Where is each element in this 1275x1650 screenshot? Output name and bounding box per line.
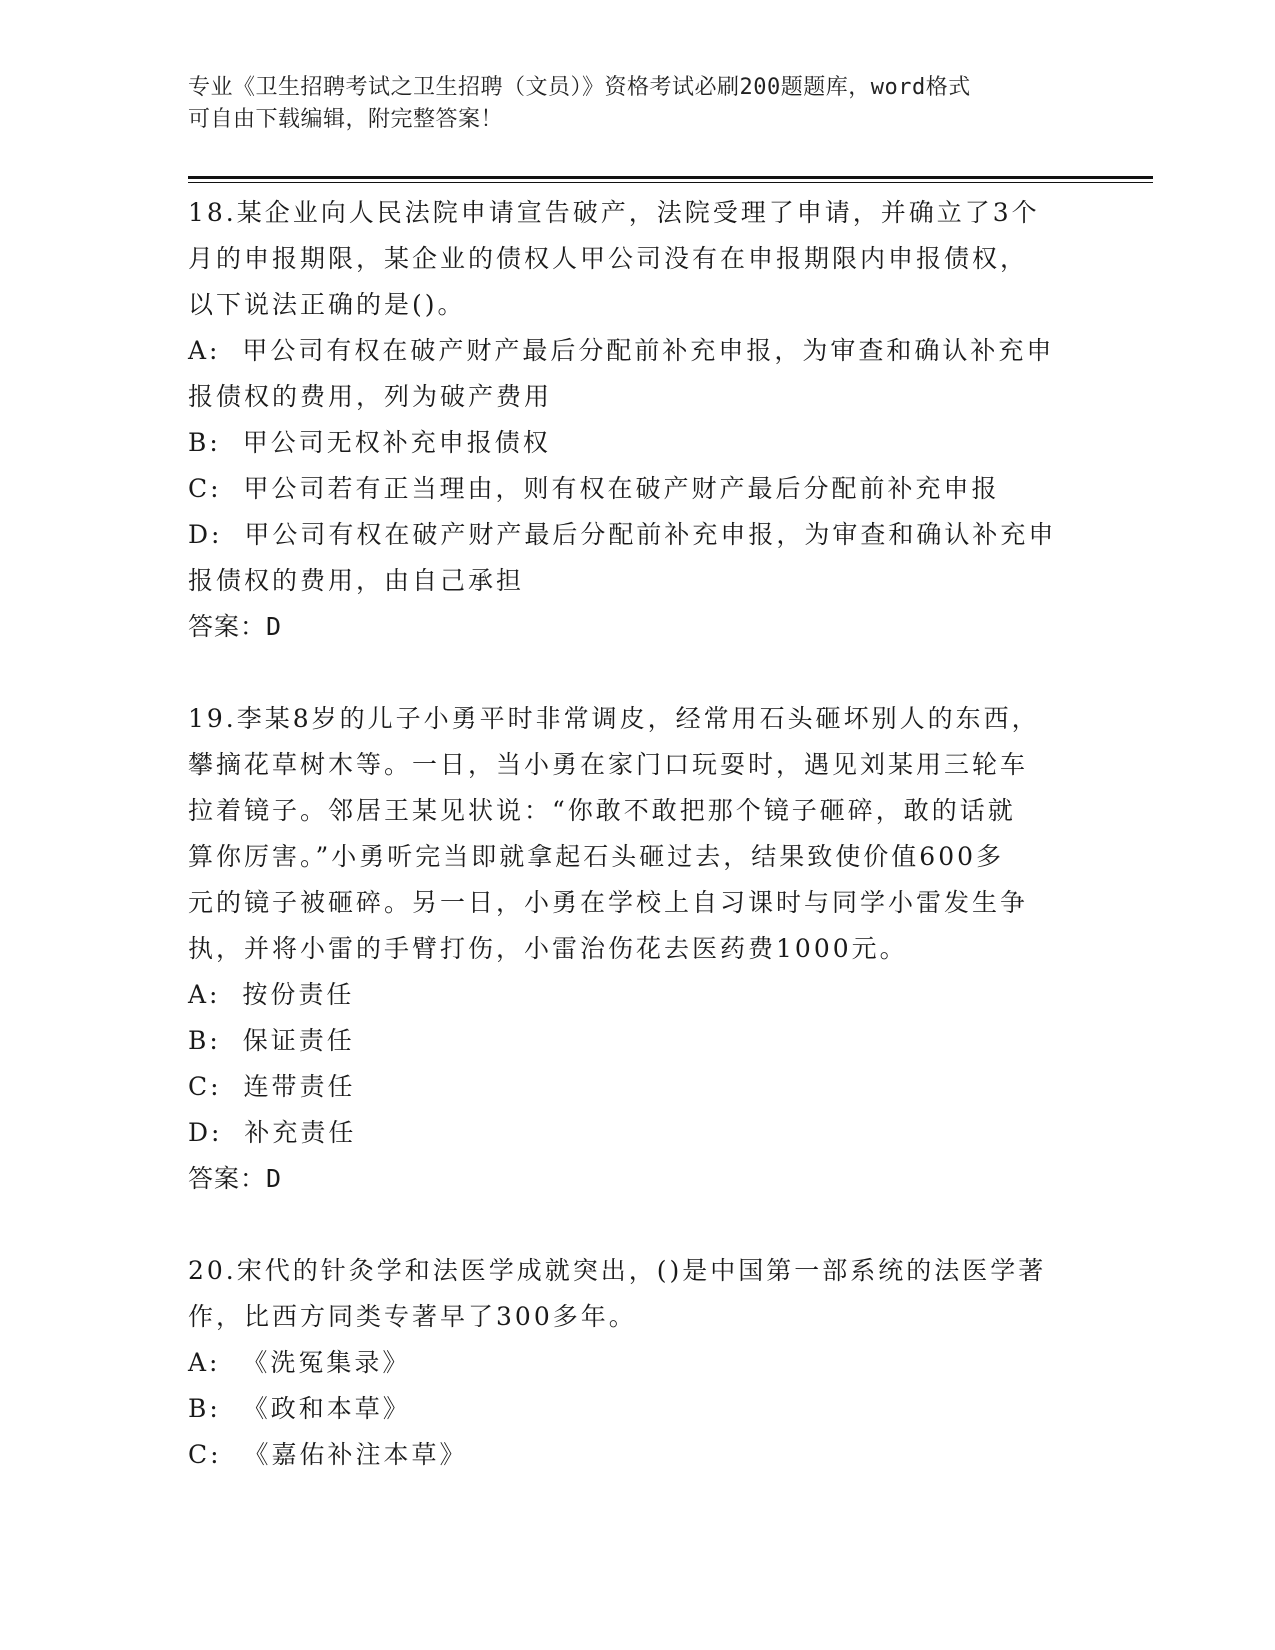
- answer-option-line: A: 《洗冤集录》: [188, 1348, 411, 1377]
- header-line-1: 专业《卫生招聘考试之卫生招聘（文员）》资格考试必刷200题题库，word格式: [188, 75, 971, 100]
- document-header: [188, 72, 1088, 136]
- answer-option-line: C: 甲公司若有正当理由，则有权在破产财产最后分配前补充申报: [188, 474, 1000, 503]
- question-text-line: 元的镜子被砸碎。另一日，小勇在学校上自习课时与同学小雷发生争: [188, 888, 1029, 917]
- question-text-line: 攀摘花草树木等。一日，当小勇在家门口玩耍时，遇见刘某用三轮车: [188, 750, 1029, 779]
- question-list: [188, 190, 1088, 1478]
- question-block: [188, 1248, 1088, 1478]
- question-text-line: 拉着镜子。邻居王某见状说：“你敢不敢把那个镜子砸碎，敢的话就: [188, 796, 1016, 825]
- answer-option-line: B: 甲公司无权补充申报债权: [188, 428, 551, 457]
- answer-key: 答案：D: [188, 1164, 283, 1193]
- question-text-line: 20.宋代的针灸学和法医学成就突出，()是中国第一部系统的法医学著: [188, 1256, 1047, 1285]
- answer-option-line: 报债权的费用，列为破产费用: [188, 382, 553, 411]
- question-text-line: 算你厉害。”小勇听完当即就拿起石头砸过去，结果致使价值600多: [188, 842, 1005, 871]
- answer-option-line: B: 《政和本草》: [188, 1394, 411, 1423]
- question-text-line: 以下说法正确的是()。: [188, 290, 466, 319]
- header-line-2: 可自由下载编辑，附完整答案！: [188, 107, 504, 132]
- answer-option-line: D: 甲公司有权在破产财产最后分配前补充申报，为审查和确认补充申: [188, 520, 1057, 549]
- question-block: [188, 190, 1088, 650]
- answer-key: 答案：D: [188, 612, 283, 641]
- answer-option-line: C: 连带责任: [188, 1072, 356, 1101]
- answer-option-line: B: 保证责任: [188, 1026, 355, 1055]
- question-block: [188, 696, 1088, 1202]
- header-rule-thick: [188, 176, 1153, 179]
- question-text-line: 作，比西方同类专著早了300多年。: [188, 1302, 637, 1331]
- answer-option-line: A: 按份责任: [188, 980, 355, 1009]
- answer-option-line: C: 《嘉佑补注本草》: [188, 1440, 468, 1469]
- question-text-line: 执，并将小雷的手臂打伤，小雷治伤花去医药费1000元。: [188, 934, 908, 963]
- header-rule-thin: [188, 182, 1153, 183]
- answer-option-line: D: 补充责任: [188, 1118, 357, 1147]
- answer-option-line: 报债权的费用，由自己承担: [188, 566, 525, 595]
- question-text-line: 月的申报期限，某企业的债权人甲公司没有在申报期限内申报债权，: [188, 244, 1029, 273]
- answer-option-line: A: 甲公司有权在破产财产最后分配前补充申报，为审查和确认补充申: [188, 336, 1055, 365]
- question-text-line: 18.某企业向人民法院申请宣告破产，法院受理了申请，并确立了3个: [188, 198, 1040, 227]
- question-spacer: [188, 1202, 1088, 1248]
- question-text-line: 19.李某8岁的儿子小勇平时非常调皮，经常用石头砸坏别人的东西，: [188, 704, 1040, 733]
- question-spacer: [188, 650, 1088, 696]
